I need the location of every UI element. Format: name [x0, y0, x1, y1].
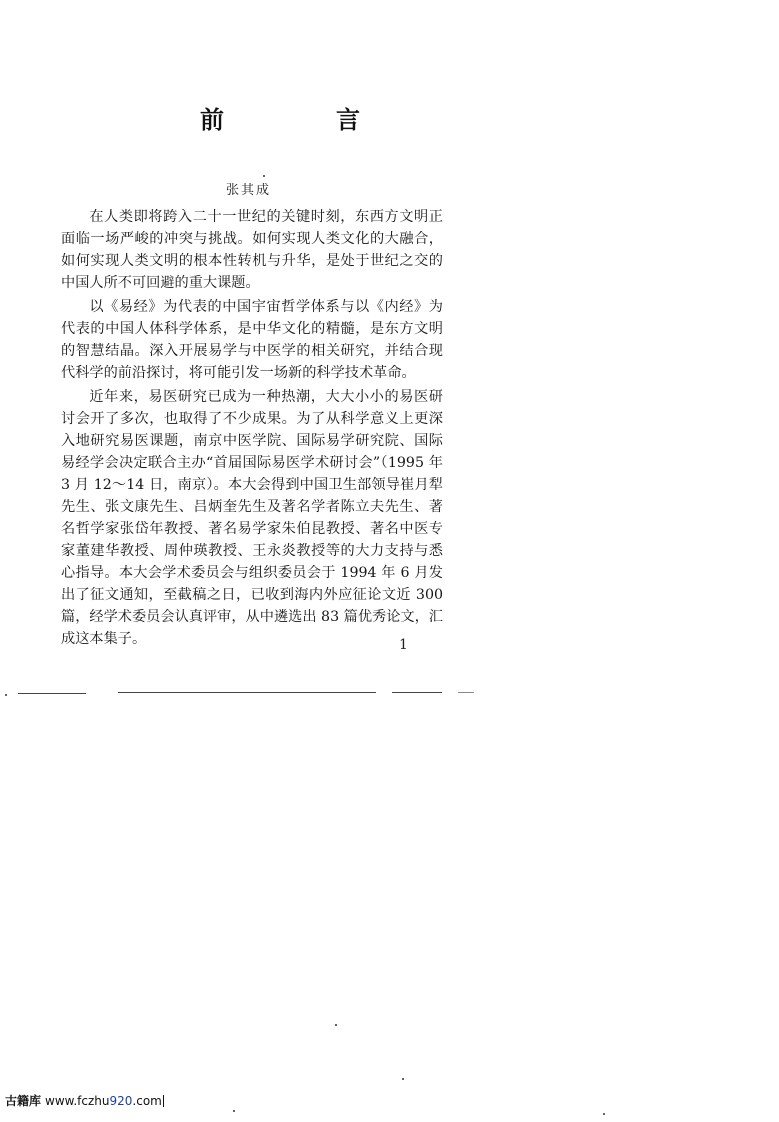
text-cursor-icon — [163, 1095, 164, 1107]
scan-speck — [603, 1113, 605, 1115]
site-watermark — [5, 1094, 164, 1108]
scan-divider-line — [458, 692, 474, 693]
page-title: 前 言 — [200, 106, 404, 134]
scan-speck — [402, 1078, 404, 1080]
page-number: 1 — [399, 637, 408, 653]
author-name: 张其成 — [226, 183, 272, 198]
scan-divider-line — [392, 692, 442, 693]
paragraph-3: 近年来，易医研究已成为一种热潮，大大小小的易医研讨会开了多次，也取得了不少成果。为了从科学意义上更深入地研究易医课题，南京中医学院、国际易学研究院、国际易经学会决定联合主办“首届国际易医学术研讨会”（1995 年 3 月 12～14 日，南京）。本大会得到中国卫生部领导崔月犁先生、张文康先生、吕炳奎先生及著名学者陈立夫先生、著名哲学家张岱年教授、著名易学家朱伯昆教授、著名中医专家董建华教授、周仲瑛教授、王永炎教授等的大力支持与悉心指导。本大会学术委员会与组织委员会于 1994 年 6 月发出了征文通知，至截稿之日，已收到海内外应征论文近 300 篇，经学术委员会认真评审，从中遴选出 83 篇优秀论文，汇成这本集子。 — [61, 389, 443, 647]
watermark-url-suffix: .com — [132, 1094, 162, 1108]
scan-speck — [233, 1110, 235, 1112]
preface-body — [61, 206, 443, 652]
watermark-site-name: 古籍库 — [5, 1094, 42, 1108]
paragraph-1: 在人类即将跨入二十一世纪的关键时刻，东西方文明正面临一场严峻的冲突与挑战。如何实现人类文化的大融合，如何实现人类文明的根本性转机与升华，是处于世纪之交的中国人所不可回避的重大课题。 — [61, 209, 443, 291]
scan-speck — [263, 175, 265, 177]
scan-speck — [5, 694, 7, 696]
paragraph-2: 以《易经》为代表的中国宇宙哲学体系与以《内经》为代表的中国人体科学体系，是中华文化的精髓，是东方文明的智慧结晶。深入开展易学与中医学的相关研究，并结合现代科学的前沿探讨，将可能引发一场新的科学技术革命。 — [61, 299, 443, 381]
watermark-url-prefix: www.fczhu — [45, 1094, 110, 1108]
scan-speck — [335, 1024, 337, 1026]
scan-divider-line — [118, 692, 376, 693]
scan-divider-line — [18, 693, 86, 694]
watermark-url-highlight: 920 — [109, 1094, 133, 1108]
